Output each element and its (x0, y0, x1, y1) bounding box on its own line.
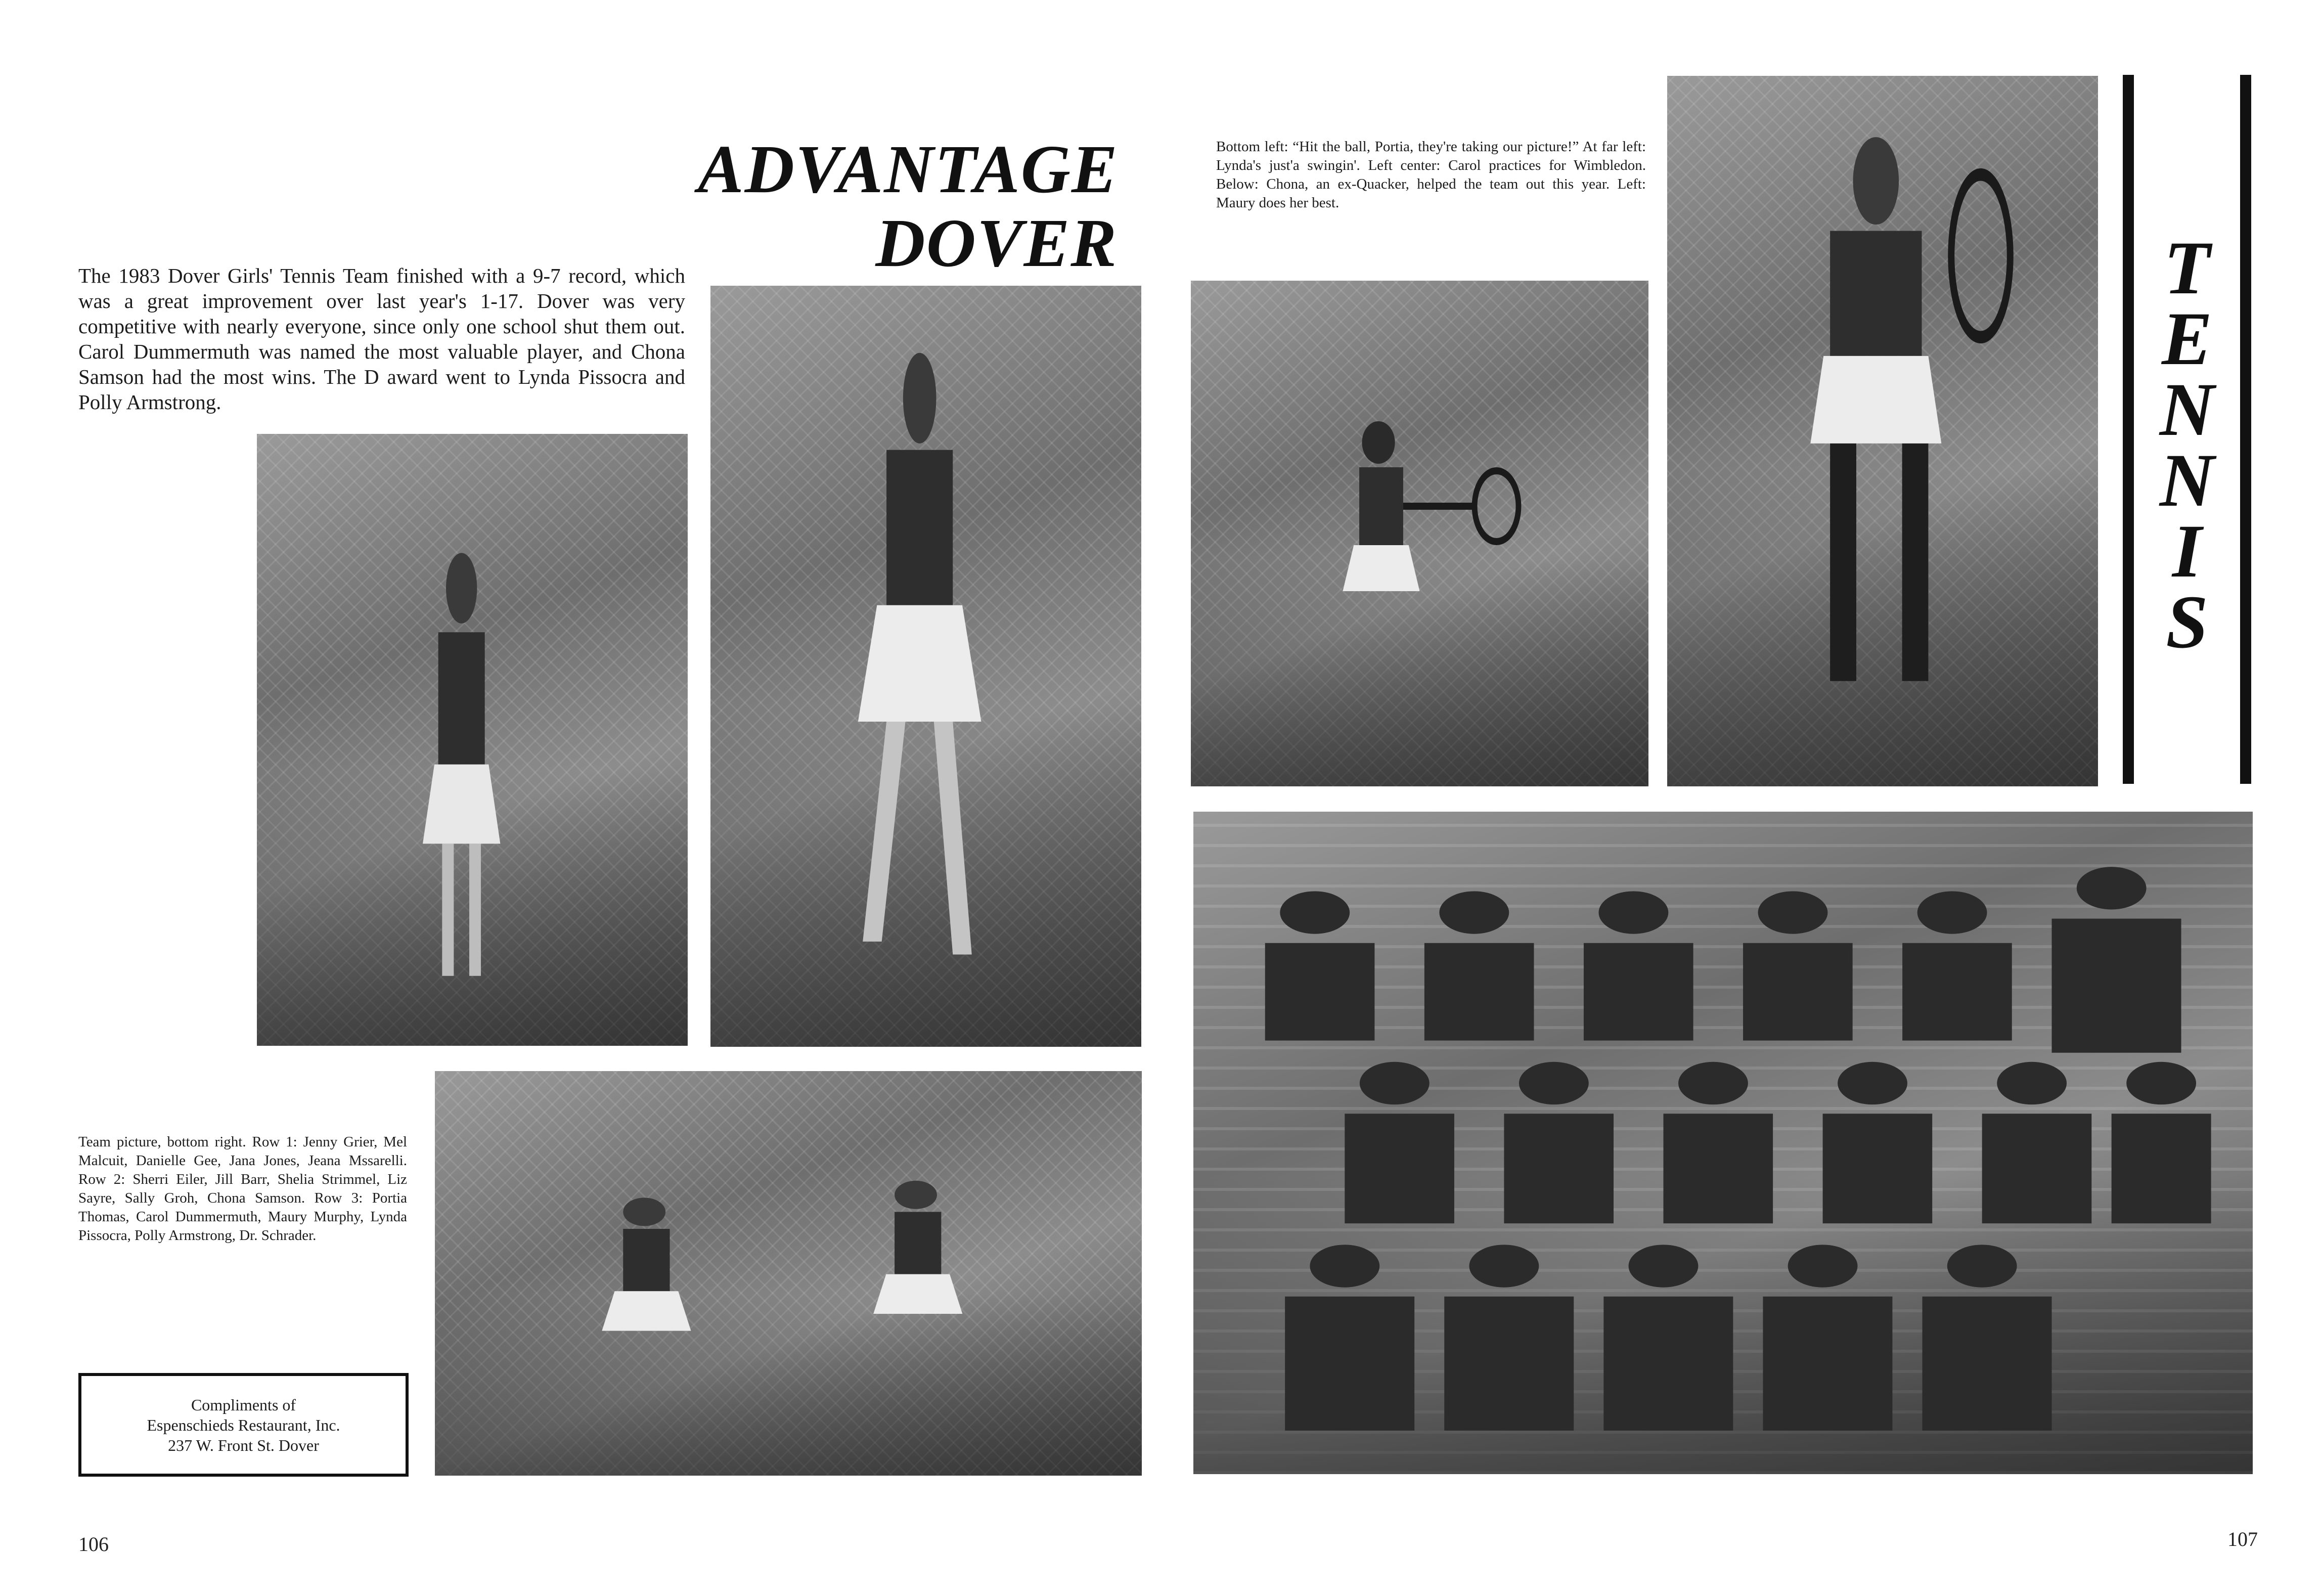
page-title-line-2: DOVER (875, 205, 1118, 281)
section-label-letter: T (2164, 226, 2210, 310)
player-figure (1282, 407, 1557, 761)
sponsor-ad-line-1: Compliments of (191, 1395, 296, 1414)
page-title (698, 132, 1118, 280)
intro-text: The 1983 Dover Girls' Tennis Team finished with a 9-7 record, which was a great improvement over last year's 1-17. Dover was very competitive with nearly everyone, since only one school shut them out. Carol Dummermuth was named the most valuable player, and Chona Samson had the most wins. The D award went to Lynda Pissocra and Polly Armstrong. (78, 264, 685, 414)
player-figure (1719, 118, 2046, 743)
photo-doubles-practice (435, 1071, 1142, 1476)
photos-caption: Bottom left: “Hit the ball, Portia, they're taking our picture!” At far left: Lynda's just'a swingin'. Left center: Carol practices for Wimbledon. Below: Chona, an ex-Quacker, helped the team out this year. Left: Maury does her best. (1216, 139, 1646, 211)
player-figure (365, 544, 558, 985)
sponsor-ad-line-2: Espenschieds Restaurant, Inc. (147, 1415, 340, 1434)
section-label-letter: S (2166, 580, 2208, 664)
section-label-letter: I (2172, 509, 2202, 593)
section-label-letter: N (2159, 438, 2215, 522)
sponsor-ad-line-3: 237 W. Front St. Dover (168, 1436, 319, 1454)
team-figure (1225, 852, 2221, 1461)
player-figure (796, 346, 1034, 993)
team-picture-caption: Team picture, bottom right. Row 1: Jenny Grier, Mel Malcuit, Danielle Gee, Jana Jones, Jeana Mssarelli. Row 2: Sherri Eiler, Jill Barr, Shelia Strimmel, Liz Sayre, Sally Groh, Chona Samson. Row 3: Portia Thomas, Carol Dummermuth, Maury Murphy, Lynda Pissocra, Polly Armstrong, Dr. Schrader. (78, 1134, 407, 1244)
players-figure (576, 1172, 1001, 1455)
photo-player-with-visor (1667, 76, 2098, 786)
photo-player-forehand (1191, 281, 1648, 786)
page-title-line-1: ADVANTAGE (698, 131, 1119, 207)
section-label-letter: N (2159, 368, 2215, 452)
photo-player-at-net (257, 434, 688, 1046)
section-label-tennis (2141, 226, 2233, 664)
section-label-letter: E (2161, 297, 2213, 381)
photo-team-picture (1193, 812, 2253, 1474)
page-number-left: 106 (78, 1533, 109, 1556)
sponsor-ad-box (78, 1373, 409, 1477)
section-label-bar-right (2240, 75, 2251, 784)
section-label-bar-left (2123, 75, 2134, 784)
page-number-right: 107 (2227, 1528, 2258, 1550)
photo-player-running (710, 286, 1141, 1047)
